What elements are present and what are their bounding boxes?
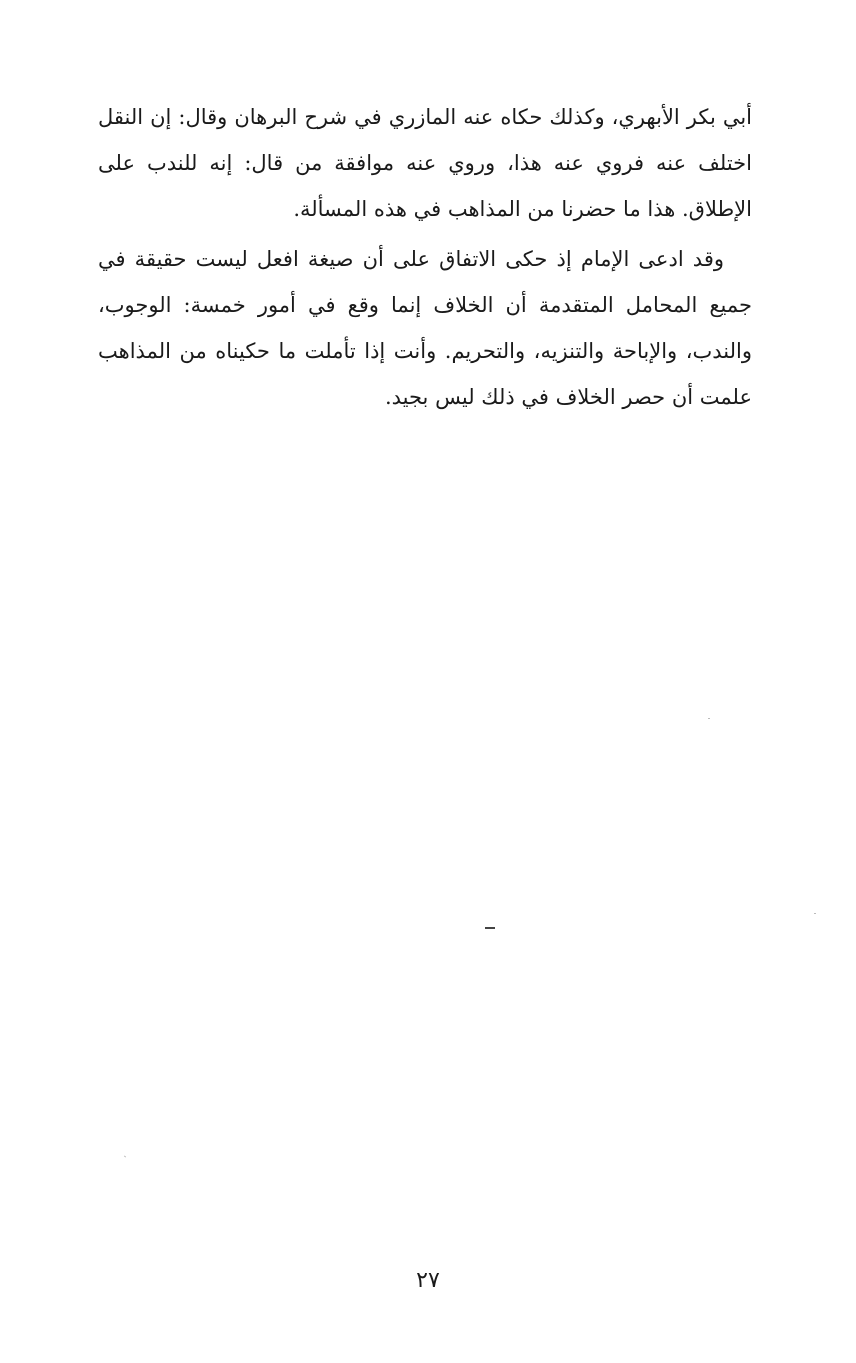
scan-speck — [814, 913, 816, 914]
scan-speck — [708, 718, 710, 719]
paragraph-2: وقد ادعى الإمام إذ حكى الاتفاق على أن صيغة افعل ليست حقيقة في جميع المحامل المتقدمة أن الخلاف إنما وقع في أمور خمسة: الوجوب، والندب، والإباحة والتنزيه، والتحريم. وأنت إذا تأملت ما حكيناه من المذاهب علمت أن حصر الخلاف في ذلك ليس بجيد. — [98, 247, 752, 409]
stray-ink-mark — [485, 927, 495, 929]
page-number: ٢٧ — [416, 1268, 440, 1293]
scan-speck — [124, 1155, 126, 1157]
paragraph-1: أبي بكر الأبهري، وكذلك حكاه عنه المازري في شرح البرهان وقال: إن النقل اختلف عنه فروي عنه هذا، وروي عنه موافقة من قال: إنه للندب على الإطلاق. هذا ما حضرنا من المذاهب في هذه المسألة. — [98, 105, 752, 221]
